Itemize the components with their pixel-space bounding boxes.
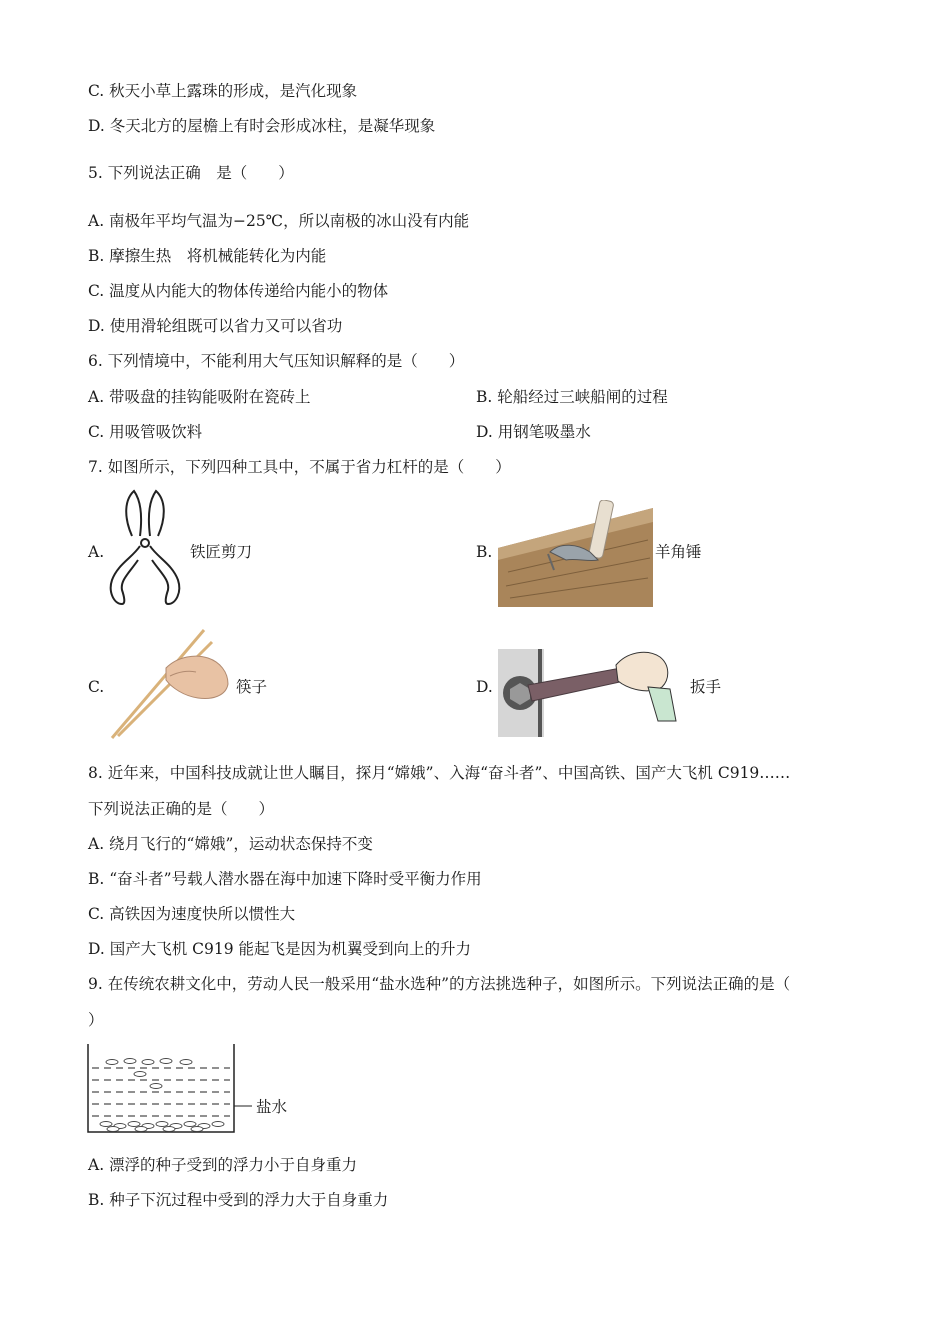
q8-stem: 8. 近年来，中国科技成就让世人瞩目，探月“嫦娥”、入海“奋斗者”、中国高铁、国产大飞机 C919……: [88, 764, 791, 782]
q8-option-d: D. 国产大飞机 C919 能起飞是因为机翼受到向上的升力: [88, 940, 472, 958]
q7-option-a-label: 铁匠剪刀: [190, 543, 253, 561]
q7-option-d-letter: D.: [476, 678, 493, 696]
claw-hammer-image: [498, 500, 653, 607]
salt-water-label: 盐水: [256, 1098, 288, 1116]
q9-option-b: B. 种子下沉过程中受到的浮力大于自身重力: [88, 1191, 389, 1209]
q6-option-b: B. 轮船经过三峡船闸的过程: [476, 388, 668, 406]
q7-option-c-label: 筷子: [236, 678, 268, 696]
q5-option-d: D. 使用滑轮组既可以省力又可以省功: [88, 317, 343, 335]
q4-option-c: C. 秋天小草上露珠的形成，是汽化现象: [88, 82, 358, 100]
q7-option-a-letter: A.: [88, 543, 105, 561]
wrench-image: [498, 643, 678, 741]
q5-option-a: A. 南极年平均气温为−25℃，所以南极的冰山没有内能: [88, 212, 470, 230]
q6-option-a: A. 带吸盘的挂钩能吸附在瓷砖上: [88, 388, 311, 406]
q6-option-d: D. 用钢笔吸墨水: [476, 423, 591, 441]
q9-stem-continued: ）: [88, 1011, 104, 1029]
q5-stem: 5. 下列说法正确 是（ ）: [88, 164, 294, 182]
q5-option-c: C. 温度从内能大的物体传递给内能小的物体: [88, 282, 389, 300]
q9-stem: 9. 在传统农耕文化中，劳动人民一般采用“盐水选种”的方法挑选种子，如图所示。下列说法正确的是（: [88, 975, 791, 993]
q7-option-b-label: 羊角锤: [655, 543, 702, 561]
q7-option-c-letter: C.: [88, 678, 105, 696]
q9-option-a: A. 漂浮的种子受到的浮力小于自身重力: [88, 1156, 358, 1174]
q5-option-b: B. 摩擦生热 将机械能转化为内能: [88, 247, 327, 265]
q7-option-b-letter: B.: [476, 543, 493, 561]
q4-option-d: D. 冬天北方的屋檐上有时会形成冰柱，是凝华现象: [88, 117, 436, 135]
q8-option-b: B. “奋斗者”号载人潜水器在海中加速下降时受平衡力作用: [88, 870, 482, 888]
q8-stem-continued: 下列说法正确的是（ ）: [88, 800, 275, 818]
q8-option-a: A. 绕月飞行的“嫦娥”，运动状态保持不变: [88, 835, 373, 853]
q7-option-d-label: 扳手: [690, 678, 722, 696]
salt-water-container-diagram: [86, 1042, 296, 1136]
blacksmith-shears-image: [104, 488, 186, 608]
q6-stem: 6. 下列情境中，不能利用大气压知识解释的是（ ）: [88, 352, 465, 370]
q6-option-c: C. 用吸管吸饮料: [88, 423, 203, 441]
chopsticks-image: [108, 628, 230, 740]
q8-option-c: C. 高铁因为速度快所以惯性大: [88, 905, 296, 923]
q7-stem: 7. 如图所示，下列四种工具中，不属于省力杠杆的是（ ）: [88, 458, 511, 476]
